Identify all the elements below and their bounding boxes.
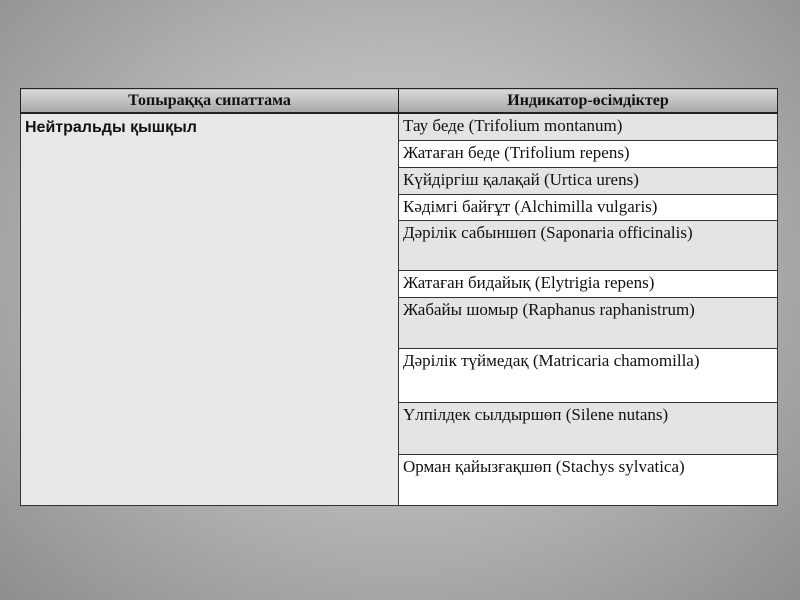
plant-cell: Кәдімгі байғұт (Alchimilla vulgaris) <box>399 194 778 220</box>
plant-cell: Жатаған бидайық (Elytrigia repens) <box>399 270 778 297</box>
plant-cell: Күйдіргіш қалақай (Urtica urens) <box>399 167 778 194</box>
table-row <box>21 113 778 140</box>
plant-cell: Жатаған беде (Trifolium repens) <box>399 140 778 167</box>
indicator-plants-table <box>20 88 778 506</box>
plant-cell: Жабайы шомыр (Raphanus raphanistrum) <box>399 297 778 348</box>
plant-cell: Тау беде (Trifolium montanum) <box>399 113 778 140</box>
header-plants: Индикатор-өсімдіктер <box>399 89 778 114</box>
soil-cell: Нейтральды қышқыл <box>21 113 399 505</box>
plant-cell: Дәрілік түймедақ (Matricaria chamomilla) <box>399 348 778 402</box>
plant-cell: Үлпілдек сылдыршөп (Silene nutans) <box>399 402 778 454</box>
table-header-row <box>21 89 778 114</box>
header-soil: Топыраққа сипаттама <box>21 89 399 114</box>
plant-cell: Орман қайызғақшөп (Stachys sylvatica) <box>399 454 778 505</box>
plant-cell: Дәрілік сабыншөп (Saponaria officinalis) <box>399 220 778 270</box>
